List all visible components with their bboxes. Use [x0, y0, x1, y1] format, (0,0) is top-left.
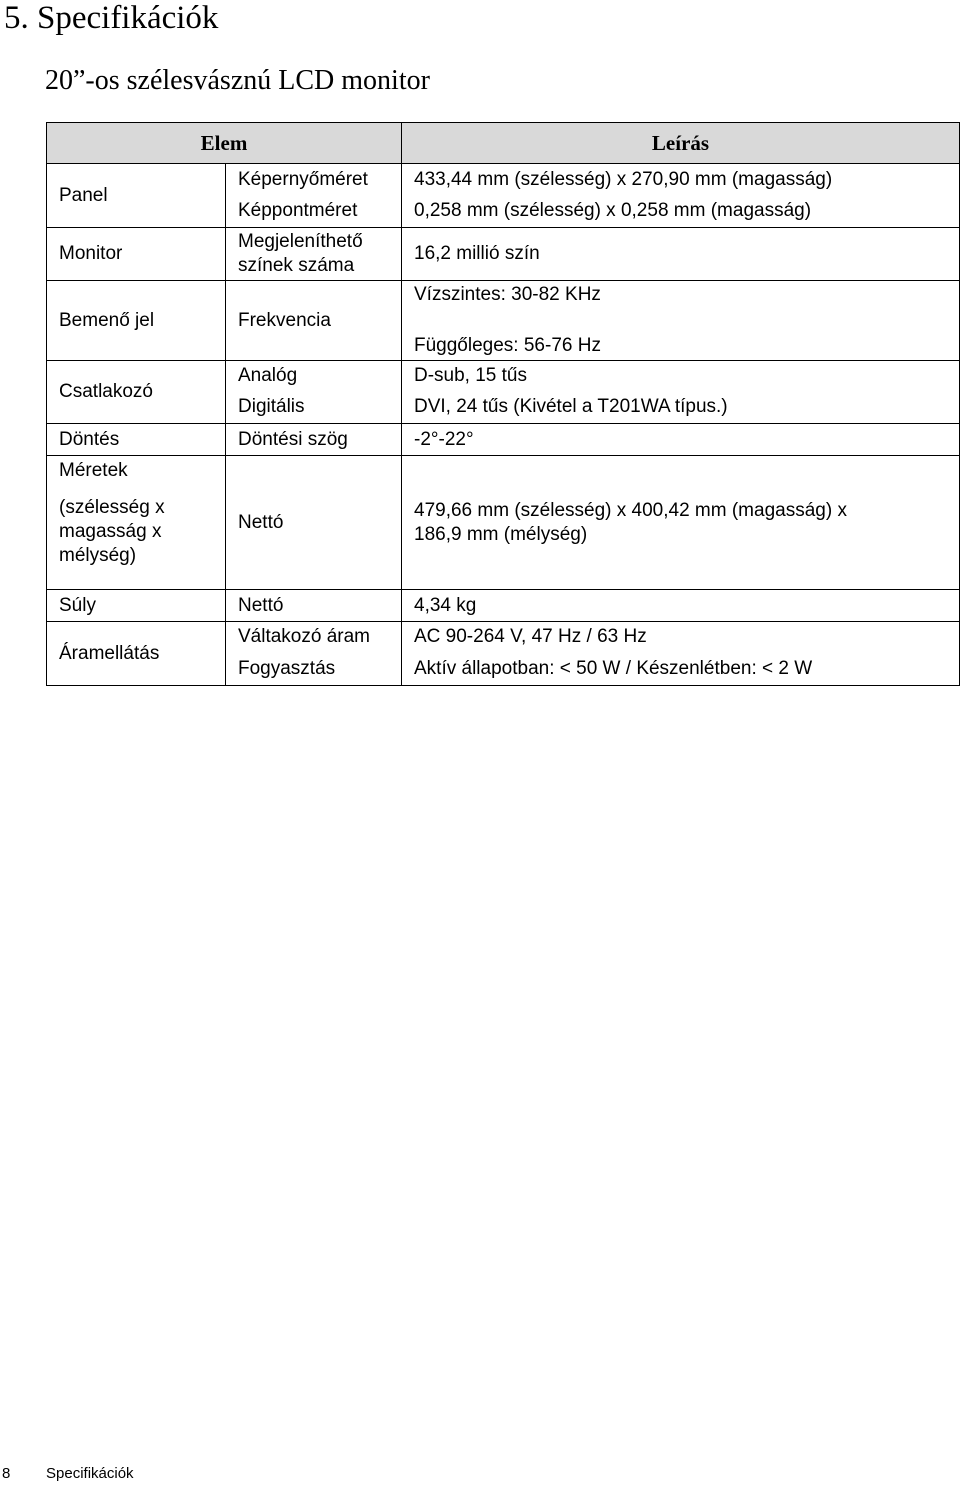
tilt-label: Döntési szög [226, 424, 402, 456]
frequency-label: Frekvencia [226, 281, 402, 361]
dimensions-value [402, 456, 960, 590]
row-label-panel: Panel [47, 164, 226, 228]
dimensions-line3: magasság x [59, 521, 162, 542]
consumption-value: Aktív állapotban: < 50 W / Készenlétben: < 2 W [402, 653, 960, 686]
weight-net-label: Nettó [226, 590, 402, 622]
dimensions-net-label: Nettó [226, 456, 402, 590]
dimensions-line1: Méretek [59, 460, 128, 481]
page-subheading: 20”-os szélesvásznú LCD monitor [45, 65, 430, 96]
table-row [47, 228, 960, 281]
screen-size-value: 433,44 mm (szélesség) x 270,90 mm (magasság) [402, 164, 960, 196]
dimensions-line2: (szélesség x [59, 497, 165, 518]
row-label-tilt: Döntés [47, 424, 226, 456]
table-row [47, 622, 960, 653]
table-row [47, 590, 960, 622]
frequency-horizontal: Vízszintes: 30-82 KHz [414, 284, 601, 305]
header-item: Elem [47, 123, 402, 164]
frequency-value [402, 281, 960, 361]
dimensions-value-line1: 479,66 mm (szélesség) x 400,42 mm (magasság) x [414, 499, 847, 521]
table-header-row [47, 123, 960, 164]
screen-size-label: Képernyőméret [226, 164, 402, 196]
colors-label-line1: Megjeleníthető [238, 231, 363, 252]
colors-label-line2: színek száma [238, 255, 355, 276]
table-row [47, 424, 960, 456]
footer-section: Specifikációk [46, 1465, 134, 1482]
table-row [47, 361, 960, 392]
ac-label: Váltakozó áram [226, 622, 402, 653]
table-row [47, 281, 960, 361]
dimensions-value-line2: 186,9 mm (mélység) [414, 523, 588, 545]
pixel-pitch-label: Képpontméret [226, 196, 402, 228]
colors-value: 16,2 millió szín [402, 228, 960, 281]
digital-label: Digitális [226, 392, 402, 424]
dimensions-line4: mélység) [59, 545, 137, 566]
analog-value: D-sub, 15 tűs [402, 361, 960, 392]
page-heading: 5. Specifikációk [4, 0, 219, 36]
header-description: Leírás [402, 123, 960, 164]
row-label-power: Áramellátás [47, 622, 226, 686]
colors-label [226, 228, 402, 281]
row-label-monitor: Monitor [47, 228, 226, 281]
tilt-value: -2°-22° [402, 424, 960, 456]
frequency-vertical: Függőleges: 56-76 Hz [414, 335, 601, 356]
weight-value: 4,34 kg [402, 590, 960, 622]
ac-value: AC 90-264 V, 47 Hz / 63 Hz [402, 622, 960, 653]
table-row [47, 164, 960, 196]
spec-table [46, 122, 960, 686]
row-label-dimensions [47, 456, 226, 590]
row-label-input: Bemenő jel [47, 281, 226, 361]
pixel-pitch-value: 0,258 mm (szélesség) x 0,258 mm (magasság) [402, 196, 960, 228]
row-label-weight: Súly [47, 590, 226, 622]
consumption-label: Fogyasztás [226, 653, 402, 686]
page-number: 8 [2, 1465, 11, 1482]
row-label-connector: Csatlakozó [47, 361, 226, 424]
digital-value: DVI, 24 tűs (Kivétel a T201WA típus.) [402, 392, 960, 424]
analog-label: Analóg [226, 361, 402, 392]
table-row [47, 456, 960, 590]
